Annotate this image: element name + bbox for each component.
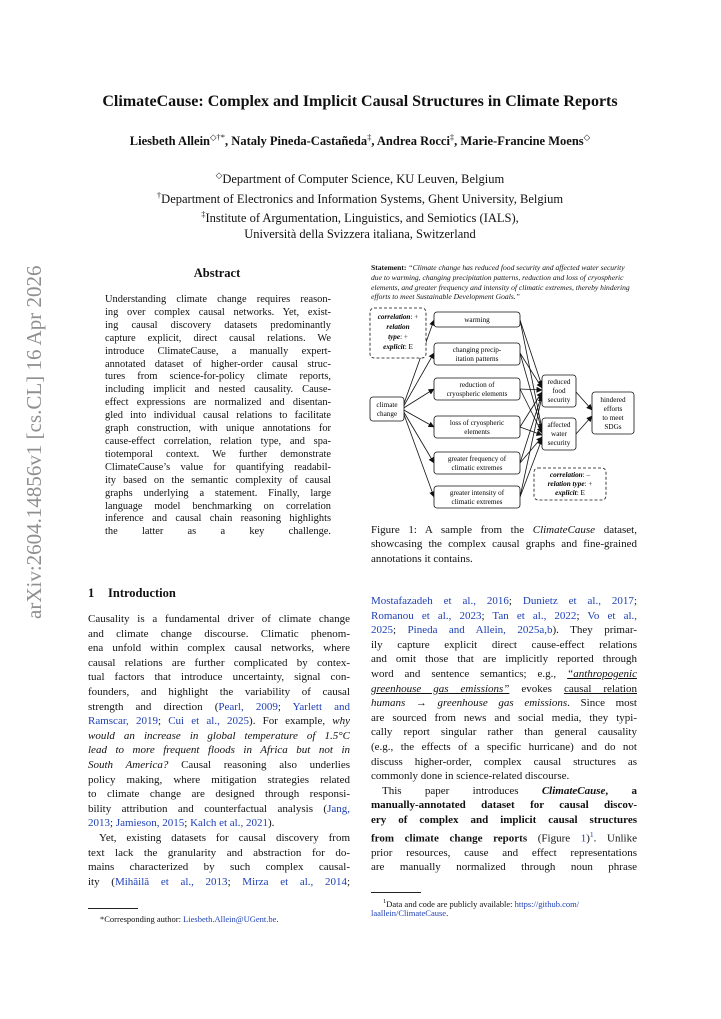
abstract-body	[105, 294, 331, 539]
text-run: from climate change reports	[371, 832, 528, 845]
footnote-text: *Corresponding author:	[100, 914, 184, 924]
causal-graph-figure	[366, 306, 642, 512]
node-label: efforts	[603, 405, 623, 413]
caption-text: ClimateCause	[532, 524, 596, 536]
text-run: strength and direction (	[88, 700, 219, 713]
annotation-key: explicit	[555, 489, 577, 497]
text-run: ). For example,	[249, 715, 333, 728]
text-line: are manually normalized through noun phrase	[371, 861, 637, 874]
abstract-line: tures from science-for-policy climate reports,	[105, 371, 331, 383]
abstract-line: ing over complex causal networks. Yet, exist-	[105, 306, 331, 318]
text-line: (e.g., the effects of a specific hurricane) and do not	[371, 740, 637, 753]
text-run: word and sentence semantics; e.g.,	[371, 667, 568, 680]
annotation-value: : –	[582, 471, 591, 479]
text-run: ;	[184, 817, 191, 830]
citation-link[interactable]: Jamieson, 2015	[115, 817, 185, 830]
caption-text: Figure 1: A sample from the	[371, 524, 533, 536]
annotation-value: : +	[584, 480, 593, 488]
text-line: to climate change are designed through responsi-	[88, 788, 350, 801]
text-line: would an increase in global temperature of 1.5°C	[88, 729, 350, 742]
paper-title: ClimateCause: Complex and Implicit Causal Structures in Climate Reports	[102, 93, 618, 110]
text-run: , a	[605, 784, 637, 797]
annotation-value: : E	[404, 343, 413, 351]
text-line: causal relations are further complicated by contex-	[88, 656, 350, 669]
text-line	[88, 714, 350, 729]
section-title: Introduction	[108, 586, 176, 600]
text-line	[371, 828, 637, 846]
figure-caption	[371, 523, 637, 566]
text-line: ena unfold within complex causal networks, where	[88, 642, 350, 655]
abstract-line: tiotemporal context. We further demonstrate	[105, 448, 331, 460]
node-label: greater intensity of	[449, 489, 505, 497]
abstract-line: graphs underlying a statement. Finally, large	[105, 487, 331, 499]
text-run: ;	[576, 609, 588, 622]
abstract-line: cause-effect correlation, relation type, and spa-	[105, 435, 331, 447]
text-run: bility attribution and counterfactual analysis (	[88, 802, 328, 815]
text-run: ;	[633, 595, 637, 607]
footnote-text: Data and code are publicly available:	[386, 898, 515, 909]
affiliation	[60, 168, 660, 188]
text-run: (Figure	[527, 832, 581, 845]
text-line	[88, 700, 350, 715]
node-label: warming	[464, 316, 490, 324]
edge	[520, 389, 542, 390]
author-affil-mark: ‡	[449, 132, 455, 142]
text-run: ). They primar-	[552, 624, 637, 637]
annotation-key: type	[388, 333, 401, 341]
edge	[520, 353, 542, 431]
affiliation	[60, 227, 660, 243]
text-line	[371, 609, 637, 624]
node-label: change	[376, 410, 398, 418]
citation-link[interactable]: 2025	[371, 624, 393, 637]
text-run: . Unlike	[593, 832, 637, 845]
footnote-rule	[371, 892, 421, 893]
text-run: ;	[393, 624, 408, 637]
citation-link[interactable]: Mirza et al., 2014	[242, 875, 347, 888]
text-line: cally report singular rather than general causality	[371, 726, 637, 739]
text-run: ;	[508, 595, 523, 607]
section-heading	[88, 586, 176, 601]
abstract-line: the latter as a key challenge.	[105, 526, 331, 538]
text-line	[371, 594, 637, 609]
caption-text: dataset,	[595, 524, 637, 536]
annotation-text	[555, 489, 585, 497]
annotation-key: correlation	[377, 313, 411, 321]
citation-link[interactable]: Yarlett and	[292, 700, 350, 713]
annotation-key: correlation	[549, 471, 583, 479]
text-run: humans → greenhouse gas emissions	[371, 697, 568, 710]
node-label: food	[552, 387, 566, 395]
affil-mark: †	[156, 189, 162, 200]
citation-link[interactable]: Tan et al., 2022	[492, 609, 577, 622]
node-label: climatic extremes	[451, 498, 503, 506]
abstract-line: ing causal discovery datasets predominantly	[105, 319, 331, 331]
author-affil-mark: ◇	[583, 132, 591, 142]
footnote-data-code-cont	[371, 908, 637, 919]
affil-text: Department of Computer Science, KU Leuven, Belgium	[222, 172, 505, 187]
text-line: manually-annotated dataset for causal discov-	[371, 799, 637, 812]
text-run: ;	[481, 609, 493, 622]
node-label: affected	[547, 421, 571, 429]
affiliation	[60, 188, 660, 208]
citation-link[interactable]: Ramscar, 2019	[88, 715, 158, 728]
caption-line: annotations it contains.	[371, 552, 473, 565]
annotation-value: : +	[400, 333, 408, 341]
annotation-value: : E	[576, 489, 585, 497]
text-line: Causality is a fundamental driver of climate change	[88, 613, 350, 625]
author-name: Liesbeth Allein	[129, 134, 210, 149]
text-line: and climate change discourse. Climatic phenom-	[88, 627, 350, 640]
node-label: water	[551, 430, 567, 438]
author-name: Nataly Pineda-Castañeda	[231, 134, 368, 149]
abstract-line: ity based on the semantic complexity of causal	[105, 474, 331, 486]
abstract-line: capture explicit, direct causal relations. We	[105, 332, 331, 344]
email-link[interactable]: Liesbeth.Allein@UGent.be	[183, 914, 277, 924]
abstract-line: introduce ClimateCause, a manually expert-	[105, 345, 331, 357]
author-affil-mark: ◇†*	[210, 132, 226, 142]
text-line: founders, and highlight the variability of causal	[88, 685, 350, 698]
affil-mark: ‡	[201, 209, 206, 220]
citation-link[interactable]: Cui et al., 2025	[168, 715, 250, 728]
statement-label: Statement:	[371, 263, 407, 272]
abstract-line: gled into individual causal relations to facilitate	[105, 410, 331, 422]
text-line: tual factors that introduce uncertainty, signal con-	[88, 671, 350, 684]
text-run: . Since most	[567, 697, 637, 710]
affil-text: Institute of Argumentation, Linguistics, and Semiotics (IALS),	[205, 211, 519, 226]
author-name: Andrea Rocci	[376, 134, 450, 149]
text-run: ;	[227, 875, 243, 888]
edge	[402, 409, 434, 497]
citation-link[interactable]: 2013	[88, 817, 110, 830]
annotation-key: explicit	[383, 343, 405, 351]
text-line	[371, 623, 637, 638]
text-run: ;	[346, 875, 350, 888]
abstract-line: effect expressions are normalized and disentan-	[105, 397, 331, 409]
text-line: ery of complex and implicit causal structures	[371, 813, 637, 826]
citation-link[interactable]: Romanou et al., 2023	[371, 609, 482, 622]
footnote-rule	[88, 908, 138, 909]
abstract-line: inference and causal chain reasoning highlights	[105, 513, 331, 525]
citation-link[interactable]: Mostafazadeh et al., 2016	[371, 595, 509, 607]
citation-link[interactable]: Dunietz et al., 2017	[522, 595, 634, 607]
text-line: Yet, existing datasets for causal discovery from	[99, 831, 350, 844]
node-label: itation patterns	[455, 355, 499, 363]
text-line: lead to more frequent floods in Africa but not in	[88, 744, 350, 757]
node-label: to meet	[602, 414, 624, 422]
caption-line	[371, 523, 637, 537]
arxiv-side-label: arXiv:2604.14856v1 [cs.CL] 16 Apr 2026	[22, 265, 46, 619]
footnote-corresponding	[100, 914, 350, 925]
edge	[576, 416, 592, 434]
annotation-text	[383, 343, 413, 351]
node-label: hindered	[600, 396, 626, 404]
edge	[402, 353, 434, 409]
text-run: causal relation	[563, 682, 637, 695]
text-line	[88, 758, 350, 773]
figure-statement	[371, 263, 637, 302]
text-line: text lack the granularity and abstraction for do-	[88, 846, 350, 859]
abstract-line: graph construction, with unique annotations for	[105, 423, 331, 435]
text-line: commonly done in science-related discourse.	[371, 770, 570, 783]
node-label: changing precip-	[452, 346, 502, 354]
node-label: reduced	[547, 378, 571, 386]
text-line	[88, 802, 350, 817]
node-label: security	[547, 396, 571, 404]
citation-link[interactable]: Pineda and Allein, 2025a,b	[407, 624, 553, 637]
text-run: greenhouse gas emissions”	[371, 682, 510, 695]
text-run: South America?	[88, 758, 169, 771]
author-affil-mark: ‡	[367, 132, 372, 142]
node-label: climate	[376, 401, 398, 409]
edge	[520, 353, 542, 388]
author-list: Liesbeth Allein◇†*, Nataly Pineda-Castañeda‡, Andrea Rocci‡, Marie-Francine Moens◇	[129, 132, 591, 149]
edge	[402, 409, 434, 427]
node-label: cryospheric elements	[446, 390, 508, 398]
annotation-text	[378, 313, 419, 321]
node-label: reduction of	[459, 381, 495, 389]
text-run: ).	[267, 817, 275, 830]
text-run: This paper introduces	[382, 784, 542, 797]
text-run: “anthropogenic	[567, 667, 637, 680]
text-run: Causal reasoning also underlies	[168, 758, 350, 771]
text-line	[371, 784, 637, 799]
repo-link[interactable]: laallein/ClimateCause	[371, 908, 447, 918]
node-label: SDGs	[604, 423, 622, 431]
intro-right-column	[371, 594, 637, 875]
node-label: loss of cryospheric	[449, 419, 505, 427]
text-line: policy making, where mitigation strategies related	[88, 773, 350, 786]
footnote-mark: 1	[383, 898, 387, 905]
text-run: ity (	[88, 875, 115, 888]
author-name: Marie-Francine Moens	[460, 134, 584, 149]
annotation-key: relation	[386, 323, 410, 331]
edge	[576, 392, 592, 410]
abstract-line: language model benchmarking on correlation	[105, 500, 331, 512]
affil-text: Department of Electronics and Information Systems, Ghent University, Belgium	[161, 191, 564, 206]
edge	[520, 320, 542, 429]
statement-text: “Climate change has reduced food security and affected water security due to warming, changing precipitation patterns, reduction and loss of cryospheric elements, and greater frequency and intensity of climatic extremes, thereby hindering efforts to meet Sustainable Development Goals.”	[371, 263, 630, 302]
abstract-line: annotated dataset of higher-order causal struc-	[105, 358, 331, 370]
citation-link[interactable]: Jang,	[327, 802, 350, 815]
figure-ref-link[interactable]: 1	[580, 832, 587, 845]
edge	[520, 437, 542, 463]
intro-left-column	[88, 612, 350, 889]
text-line: and omit those that are implicitly reported through	[371, 653, 637, 666]
annotation-text	[548, 480, 593, 488]
footnote-ref-link[interactable]: 1	[589, 829, 594, 839]
text-run: ;	[110, 817, 116, 830]
edge	[402, 389, 434, 409]
annotation-key: relation type	[547, 480, 585, 488]
annotation-value: : +	[410, 313, 419, 321]
caption-line: showcasing the complex causal graphs and fine-grained	[371, 538, 637, 551]
text-run: evokes	[509, 682, 564, 695]
node-label: greater frequency of	[447, 455, 507, 463]
repo-link[interactable]: https://github.com/	[514, 898, 580, 909]
text-line: discuss higher-order, complex causal structures as	[371, 755, 637, 768]
text-line	[88, 875, 350, 890]
footnote-text: .	[446, 908, 449, 918]
abstract-line: ClimateCause’s value for quantifying readabil-	[105, 461, 331, 473]
text-line: ily capture explicit direct cause-effect relations	[371, 638, 637, 651]
abstract-heading: Abstract	[193, 266, 241, 280]
abstract-line: Understanding climate change requires reason-	[105, 294, 331, 305]
footnote-text: .	[276, 914, 279, 924]
affiliations	[60, 168, 660, 242]
text-run: ;	[277, 700, 293, 713]
abstract-line: including implicit and nested causality. Cause-	[105, 384, 331, 396]
text-run: ClimateCause	[541, 784, 606, 797]
annotation-text	[388, 333, 408, 341]
node-label: climatic extremes	[451, 464, 503, 472]
text-line	[371, 667, 637, 682]
text-run: )	[586, 832, 590, 845]
text-line	[88, 816, 350, 831]
affil-mark: ◇	[215, 170, 223, 180]
text-line: mains characterized by such complex causal-	[88, 861, 350, 874]
text-run: ;	[157, 715, 169, 728]
citation-link[interactable]: Vo et al.,	[587, 609, 637, 622]
text-line: prior resources, cause and effect representations	[371, 846, 637, 859]
text-line	[371, 682, 637, 697]
text-run: why	[332, 715, 350, 728]
citation-link[interactable]: Pearl, 2009	[218, 700, 278, 713]
affil-text: Università della Svizzera italiana, Switzerland	[244, 226, 476, 241]
text-line	[371, 696, 637, 711]
citation-link[interactable]: Mihăilă et al., 2013	[114, 875, 228, 888]
node-label: elements	[464, 428, 490, 436]
section-number: 1	[88, 586, 95, 600]
affiliation	[60, 207, 660, 227]
edge	[402, 409, 434, 463]
annotation-text	[550, 471, 591, 479]
citation-link[interactable]: Kalch et al., 2021	[190, 817, 268, 830]
node-label: security	[547, 439, 571, 447]
text-line: are sourced from news and social media, they typi-	[371, 711, 637, 724]
